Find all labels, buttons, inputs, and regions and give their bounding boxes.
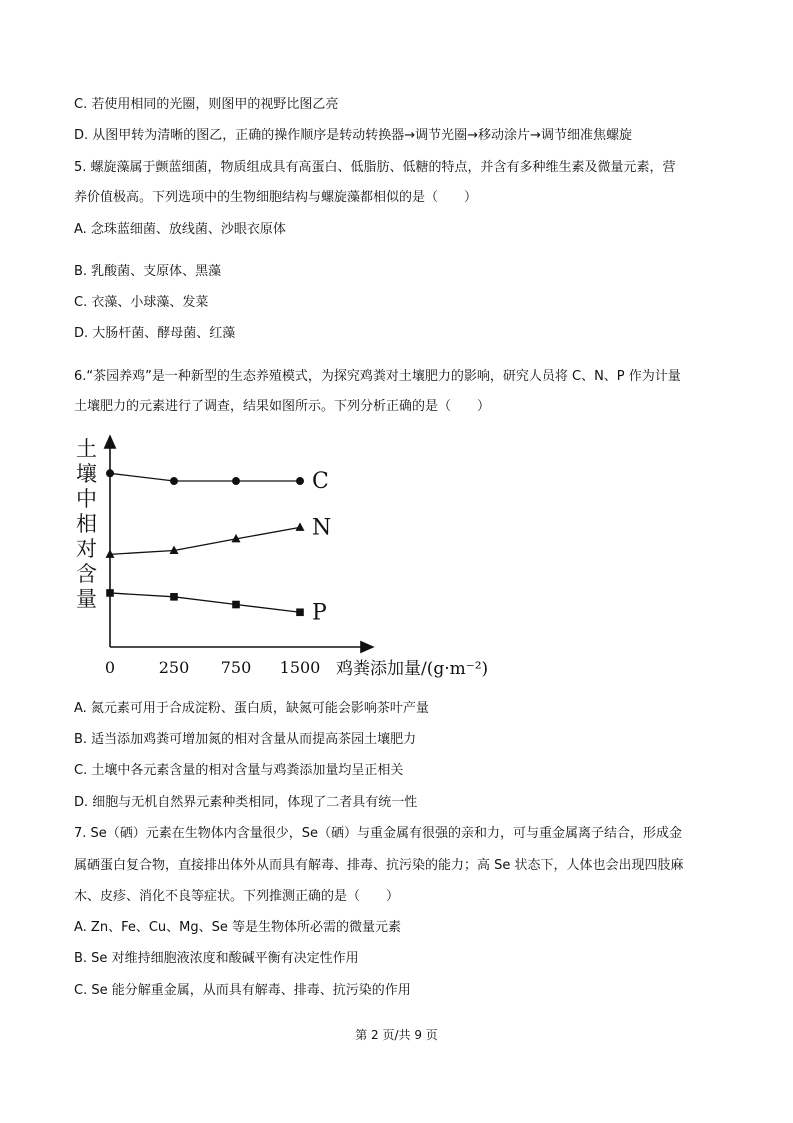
y-axis-label-char: 相 (76, 512, 97, 536)
y-axis-label-char: 量 (76, 587, 97, 611)
question-6-stem-line1: 6.“茶园养鸡”是一种新型的生态养殖模式，为探究鸡粪对土壤肥力的影响，研究人员将 C、N、P 作为计量 (74, 369, 681, 384)
question-7-stem-line3: 木、皮疹、消化不良等症状。下列推测正确的是（ ） (74, 889, 400, 904)
series-line-n (110, 527, 300, 554)
option-a-q6: A. 氮元素可用于合成淀粉、蛋白质，缺氮可能会影响茶叶产量 (74, 701, 429, 716)
page-footer: 第 2 页/共 9 页 (355, 1028, 438, 1042)
question-7-stem-line2: 属硒蛋白复合物，直接排出体外从而具有解毒、排毒、抗污染的能力；高 Se 状态下，人体也会出现四肢麻 (74, 858, 684, 873)
y-axis-label-char: 土 (76, 437, 97, 461)
series-label-n: N (312, 515, 332, 541)
option-c-q7: C. Se 能分解重金属，从而具有解毒、排毒、抗污染的作用 (74, 983, 411, 998)
x-tick-label: 250 (158, 658, 190, 677)
line-chart (68, 426, 518, 686)
y-axis-label-char: 中 (76, 487, 97, 511)
option-a-q5: A. 念珠蓝细菌、放线菌、沙眼衣原体 (74, 222, 286, 237)
option-b-q7: B. Se 对维持细胞液浓度和酸碱平衡有决定性作用 (74, 951, 359, 966)
data-point-c (232, 477, 240, 485)
y-axis-label-char: 含 (76, 562, 97, 586)
x-tick-label: 750 (220, 658, 252, 677)
data-point-c (296, 477, 304, 485)
option-d-q5: D. 大肠杆菌、酵母菌、红藻 (74, 326, 236, 341)
y-axis-label (76, 437, 97, 611)
element-content-chart (68, 426, 518, 686)
x-tick-label: 1500 (279, 658, 321, 677)
option-c-q5: C. 衣藻、小球藻、发菜 (74, 295, 209, 310)
y-axis-label-char: 壤 (76, 462, 97, 486)
question-5-stem-line2: 养价值极高。下列选项中的生物细胞结构与螺旋藻都相似的是（ ） (74, 190, 478, 205)
option-b-q5: B. 乳酸菌、支原体、黑藻 (74, 264, 222, 279)
option-c-q6: C. 土壤中各元素含量的相对含量与鸡粪添加量均呈正相关 (74, 763, 404, 778)
option-d-q6: D. 细胞与无机自然界元素种类相同，体现了二者具有统一性 (74, 795, 418, 810)
option-b-q6: B. 适当添加鸡粪可增加氮的相对含量从而提高茶园土壤肥力 (74, 732, 417, 747)
question-5-stem-line1: 5. 螺旋藻属于颤蓝细菌，物质组成具有高蛋白、低脂肪、低糖的特点，并含有多种维生素及微量元素，营 (74, 160, 676, 175)
data-point-p (170, 593, 178, 601)
data-point-c (106, 469, 114, 477)
question-6-stem-line2: 土壤肥力的元素进行了调查，结果如图所示。下列分析正确的是（ ） (74, 399, 491, 414)
data-point-n (296, 522, 305, 531)
x-axis-label: 鸡粪添加量/(g·m⁻²) (336, 659, 489, 679)
y-axis-label-char: 对 (76, 537, 97, 561)
data-point-p (106, 589, 114, 597)
series-line-p (110, 593, 300, 612)
data-point-c (170, 477, 178, 485)
question-7-stem-line1: 7. Se（硒）元素在生物体内含量很少，Se（硒）与重金属有很强的亲和力，可与重金属离子结合，形成金 (74, 826, 683, 841)
series-label-c: C (312, 469, 329, 495)
option-a-q7: A. Zn、Fe、Cu、Mg、Se 等是生物体所必需的微量元素 (74, 920, 402, 935)
data-point-p (232, 601, 240, 609)
option-d-q4: D. 从图甲转为清晰的图乙，正确的操作顺序是转动转换器→调节光圈→移动涂片→调节细准焦螺旋 (74, 128, 632, 143)
option-c-q4: C. 若使用相同的光圈，则图甲的视野比图乙亮 (74, 97, 339, 112)
x-tick-label: 0 (104, 658, 116, 677)
series-label-p: P (312, 600, 327, 626)
series-line-c (110, 473, 300, 481)
data-point-p (296, 608, 304, 616)
